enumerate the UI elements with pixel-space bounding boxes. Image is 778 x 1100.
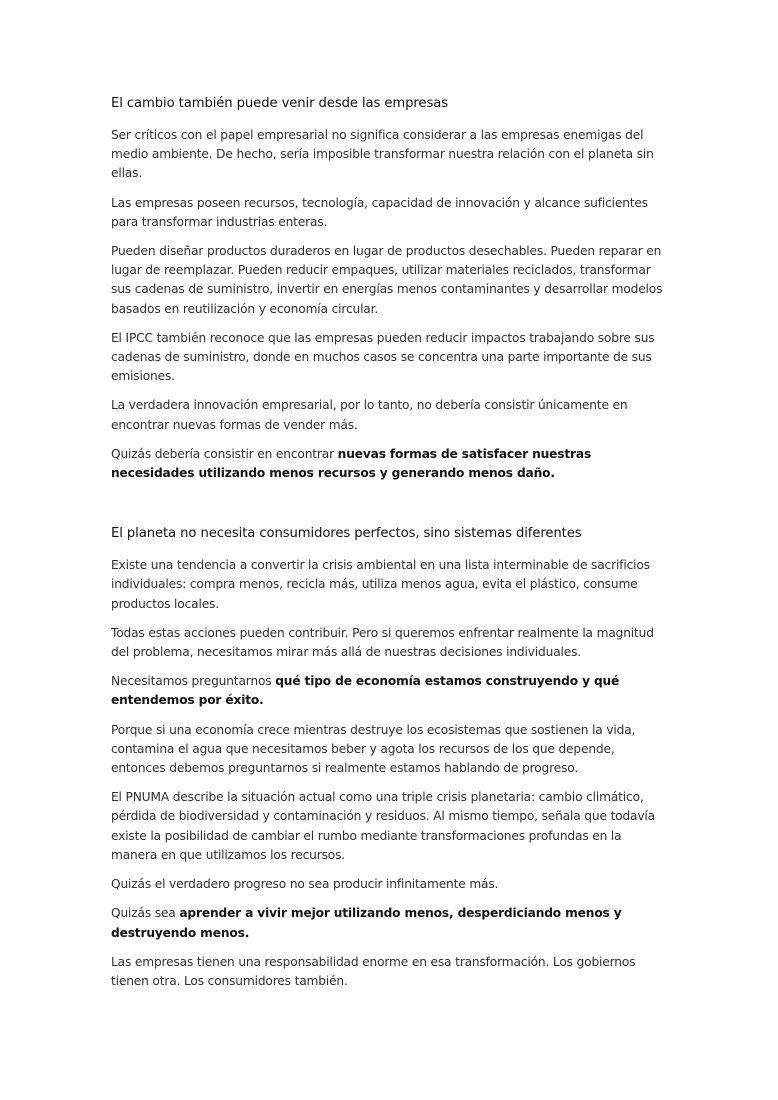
paragraph-lead: Quizás sea — [111, 906, 180, 921]
paragraph: Las empresas poseen recursos, tecnología, capacidad de innovación y alcance suficientes para transformar industrias enteras. — [111, 195, 648, 229]
paragraph: Ser críticos con el papel empresarial no significa considerar a las empresas enemigas del medio ambiente. De hecho, sería imposible transformar nuestra relación con el planeta sin ellas. — [111, 128, 654, 181]
emphasis-text: qué tipo de economía estamos construyendo y qué entendemos por éxito. — [111, 674, 620, 708]
paragraph: Quizás el verdadero progreso no sea producir infinitamente más. — [111, 877, 499, 892]
paragraph-lead: Quizás debería consistir en encontrar — [111, 446, 338, 461]
paragraph — [111, 672, 668, 710]
paragraph: El PNUMA describe la situación actual como una triple crisis planetaria: cambio climático, pérdida de biodiversidad y contaminación y residuos. Al mismo tiempo, señala que todavía existe la posibilidad de cambiar el rumbo mediante transformaciones profundas en la manera en que utilizamos los recursos. — [111, 790, 655, 862]
paragraph — [111, 904, 668, 942]
paragraph: Porque si una economía crece mientras destruye los ecosistemas que sostienen la vida, contamina el agua que necesitamos beber y agota los recursos de los que depende, entonces debemos preguntarnos si realmente estamos hablando de progreso. — [111, 722, 636, 776]
paragraph-lead: Necesitamos preguntarnos — [111, 674, 276, 689]
paragraph — [111, 445, 668, 483]
section-heading: El planeta no necesita consumidores perfectos, sino sistemas diferentes — [111, 526, 582, 542]
section-heading: El cambio también puede venir desde las empresas — [111, 96, 448, 111]
paragraph: Existe una tendencia a convertir la crisis ambiental en una lista interminable de sacrificios individuales: compra menos, recicla más, utiliza menos agua, evita el plástico, consume productos locales. — [111, 558, 650, 611]
paragraph: Pueden diseñar productos duraderos en lugar de productos desechables. Pueden reparar en lugar de reemplazar. Pueden reducir empaques, utilizar materiales reciclados, transformar sus cadenas de suministro, invertir en energías menos contaminantes y desarrollar modelos basados en reutilización y economía circular. — [111, 244, 663, 316]
paragraph: Todas estas acciones pueden contribuir. Pero si queremos enfrentar realmente la magnitud del problema, necesitamos mirar más allá de nuestras decisiones individuales. — [111, 625, 654, 660]
emphasis-text: nuevas formas de satisfacer nuestras necesidades utilizando menos recursos y generando menos daño. — [111, 446, 592, 481]
paragraph: El IPCC también reconoce que las empresas pueden reducir impactos trabajando sobre sus cadenas de suministro, donde en muchos casos se concentra una parte importante de sus emisiones. — [111, 330, 655, 384]
emphasis-text: aprender a vivir mejor utilizando menos, desperdiciando menos y destruyendo menos. — [111, 906, 622, 940]
paragraph: La verdadera innovación empresarial, por lo tanto, no debería consistir únicamente en encontrar nuevas formas de vender más. — [111, 398, 628, 432]
paragraph: Las empresas tienen una responsabilidad enorme en esa transformación. Los gobiernos tienen otra. Los consumidores también. — [111, 954, 636, 988]
